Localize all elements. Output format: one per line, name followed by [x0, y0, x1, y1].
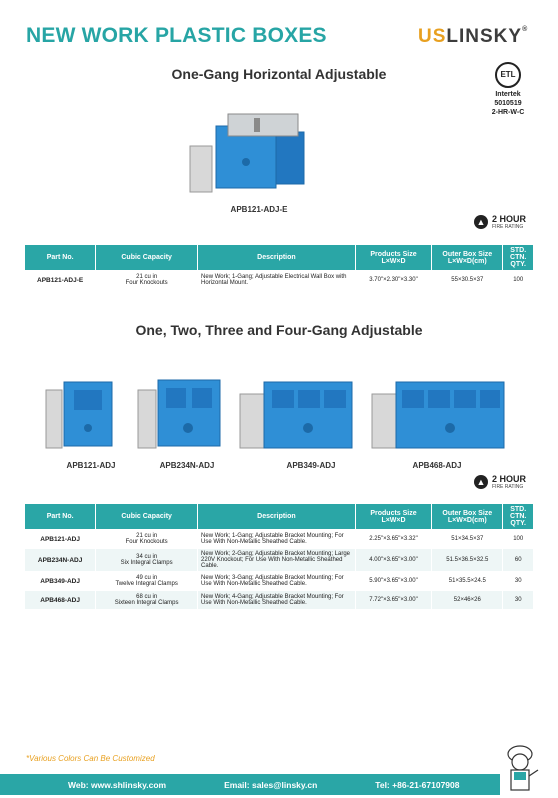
table-cell-4: 55×30.5×37 — [432, 271, 503, 290]
table-row — [25, 591, 534, 610]
customization-note: *Various Colors Can Be Customized — [26, 754, 155, 763]
apb468-adj-image — [370, 372, 510, 454]
fire-rating-label: FIRE RATING — [492, 484, 524, 490]
table-cell-4: 51×35.5×24.5 — [432, 572, 503, 591]
table-cell-2: New Work; 3-Gang; Adjustable Bracket Mounting; For Use With Non-Metallic Sheathed Cable. — [198, 572, 356, 591]
table-cell-0: APB468-ADJ — [25, 591, 96, 610]
logo-trademark: ® — [522, 26, 529, 33]
table-cell-0: APB121-ADJ — [25, 530, 96, 549]
table-cell-3: 2.25"×3.65"×3.32" — [355, 530, 431, 549]
table-header-0: Part No. — [25, 245, 96, 271]
cert-line-1: Intertek — [495, 91, 521, 98]
table-cell-5: 60 — [503, 549, 534, 572]
table-cell-1: 21 cu in Four Knockouts — [96, 530, 198, 549]
table-cell-0: APB349-ADJ — [25, 572, 96, 591]
footer-email: Email: sales@linsky.cn — [224, 779, 318, 790]
table-cell-3: 4.00"×3.65"×3.00" — [355, 549, 431, 572]
table-header-4: Outer Box Size L×W×D(cm) — [432, 245, 503, 271]
footer-tel: Tel: +86-21-67107908 — [375, 779, 460, 790]
fire-rating-label: FIRE RATING — [492, 224, 524, 230]
caption-apb234n-adj: APB234N-ADJ — [159, 461, 215, 470]
spec-table-1 — [24, 244, 534, 290]
fire-rating-badge-1 — [474, 214, 526, 230]
table-row — [25, 530, 534, 549]
table-header-3: Products Size L×W×D — [355, 245, 431, 271]
apb121-adj-e-image — [188, 110, 328, 200]
table-cell-3: 3.70"×2.30"×3.30" — [355, 271, 431, 290]
section-1-image-caption: APB121-ADJ-E — [230, 205, 288, 214]
page-title: NEW WORK PLASTIC BOXES — [26, 24, 327, 47]
apb349-adj-image — [238, 372, 358, 454]
table-header-5: STD. CTN. QTY. — [503, 245, 534, 271]
table-cell-4: 52×46×26 — [432, 591, 503, 610]
table-cell-2: New Work; 1-Gang; Adjustable Bracket Mounting; For Use With Non-Metallic Sheathed Cable. — [198, 530, 356, 549]
fire-rating-hours: 2 HOUR — [492, 214, 527, 224]
cert-line-3: 2-HR-W-C — [491, 109, 525, 116]
table-cell-3: 7.72"×3.65"×3.00" — [355, 591, 431, 610]
table-cell-5: 100 — [503, 271, 534, 290]
table-cell-2: New Work; 2-Gang; Adjustable Bracket Mounting; Large 220V Knockout; For Use With Non-Metallic Sheathed Cable. — [198, 549, 356, 572]
logo-us: US — [418, 26, 447, 47]
table-header-3: Products Size L×W×D — [355, 504, 431, 530]
flame-icon: ▲ — [474, 475, 488, 489]
table-cell-2: New Work; 1-Gang; Adjustable Electrical Wall Box with Horizontal Mount. — [198, 271, 356, 290]
table-cell-5: 30 — [503, 591, 534, 610]
table-header-2: Description — [198, 504, 356, 530]
table-header-1: Cubic Capacity — [96, 245, 198, 271]
caption-apb121-adj: APB121-ADJ — [66, 461, 116, 470]
caption-apb468-adj: APB468-ADJ — [412, 461, 462, 470]
brand-logo — [418, 26, 528, 48]
table-header-5: STD. CTN. QTY. — [503, 504, 534, 530]
cert-line-2: 5010519 — [494, 100, 522, 107]
table-header-1: Cubic Capacity — [96, 504, 198, 530]
apb121-adj-image — [44, 372, 124, 454]
table-cell-5: 30 — [503, 572, 534, 591]
table-header-4: Outer Box Size L×W×D(cm) — [432, 504, 503, 530]
footer-web: Web: www.shlinsky.com — [68, 779, 167, 790]
table-row — [25, 572, 534, 591]
flame-icon: ▲ — [474, 215, 488, 229]
table-row — [25, 271, 534, 290]
table-cell-1: 34 cu in Six Integral Clamps — [96, 549, 198, 572]
table-cell-5: 100 — [503, 530, 534, 549]
fire-rating-badge-2 — [474, 474, 526, 490]
table-cell-2: New Work; 4-Gang; Adjustable Bracket Mounting; For Use With Non-Metallic Sheathed Cable. — [198, 591, 356, 610]
table-cell-4: 51×34.5×37 — [432, 530, 503, 549]
contact-footer — [0, 774, 500, 795]
fire-rating-hours: 2 HOUR — [492, 474, 527, 484]
table-cell-0: APB121-ADJ-E — [25, 271, 96, 290]
section-2-heading: One, Two, Three and Four-Gang Adjustable — [135, 322, 423, 338]
logo-rest: LINSKY — [446, 26, 523, 47]
table-cell-1: 49 cu in Twelve Integral Clamps — [96, 572, 198, 591]
table-cell-1: 68 cu in Sixteen Integral Clamps — [96, 591, 198, 610]
apb234n-adj-image — [136, 372, 226, 454]
etl-seal-icon: ETL — [495, 62, 521, 88]
table-cell-3: 5.90"×3.65"×3.00" — [355, 572, 431, 591]
spec-table-2 — [24, 503, 534, 610]
section-1-heading: One-Gang Horizontal Adjustable — [171, 66, 387, 82]
table-header-0: Part No. — [25, 504, 96, 530]
table-header-2: Description — [198, 245, 356, 271]
caption-apb349-adj: APB349-ADJ — [286, 461, 336, 470]
worker-mascot-icon — [498, 742, 554, 796]
table-cell-4: 51.5×36.5×32.5 — [432, 549, 503, 572]
table-row — [25, 549, 534, 572]
table-cell-0: APB234N-ADJ — [25, 549, 96, 572]
table-cell-1: 21 cu in Four Knockouts — [96, 271, 198, 290]
